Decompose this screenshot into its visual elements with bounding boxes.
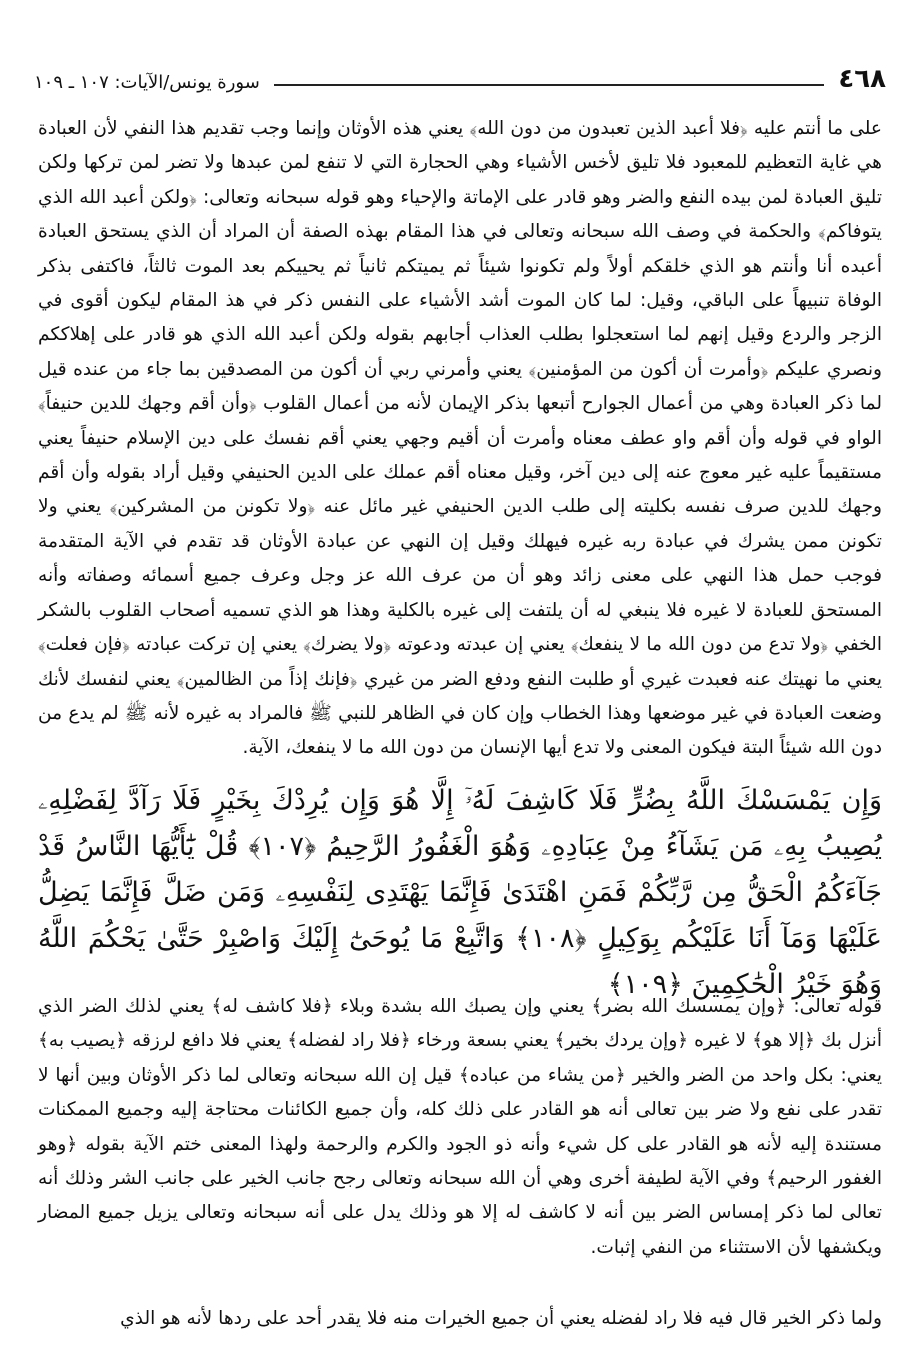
commentary-text-1: على ما أنتم عليه ﴿فلا أعبد الذين تعبدون من دون الله﴾ يعني هذه الأوثان وإنما وجب تقديم هذا النفي لأن العبادة هي غاية التعظيم للمعبود فلا تليق لأخس الأشياء وهي الحجارة التي لا تنفع لمن عبدها ولا تضر لمن تركها ولكن تليق العبادة لمن بيده النفع والضر وهو قادر على الإماتة والإحياء وهو قوله سبحانه وتعالى: ﴿ولكن أعبد الله الذي يتوفاكم﴾ والحكمة في وصف الله سبحانه وتعالى في هذا المقام بهذه الصفة أن المراد أن الذي يستحق العبادة أعبده أنا وأنتم هو الذي خلقكم أولاً ولم تكونوا شيئاً ثم يميتكم ثانياً ثم يحييكم بعد الموت ثالثاً، فاكتفى بذكر الوفاة تنبيهاً على الباقي، وقيل: لما كان الموت أشد الأشياء على النفس ذكر في هذ المقام ليكون أقوى في الزجر والردع وقيل إنهم لما استعجلوا بطلب العذاب أجابهم بقوله ولكن أعبد الله الذي هو قادر على إهلاككم ونصري عليكم ﴿وأمرت أن أكون من المؤمنين﴾ يعني وأمرني ربي أن أكون من المصدقين بما جاء من عنده قيل لما ذكر العبادة وهي من أعمال الجوارح أتبعها بذكر الإيمان لأنه من أعمال القلوب ﴿وأن أقم وجهك للدين حنيفاً﴾ الواو في قوله وأن أقم واو عطف معناه وأمرت أن أقيم وجهي يعني أقم نفسك على دين الإسلام حنيفاً يعني مستقيماً عليه غير معوج عنه إلى دين آخر، وقيل معناه أقم عملك على الدين الحنيفي وقيل أراد بقوله وأن أقم وجهك للدين صرف نفسه بكليته إلى طلب الدين الحنيفي غير مائل عنه ﴿ولا تكونن من المشركين﴾ يعني ولا تكونن ممن يشرك في عبادة ربه غيره فيهلك وقيل إن النهي عن عبادة الأوثان قد تقدم في الآية المتقدمة فوجب حمل هذا النهي على معنى زائد وهو أن من عرف الله عز وجل وعرف جميع أسمائه وصفاته وأنه المستحق للعبادة لا غيره فلا ينبغي له أن يلتفت إلى غيره بالكلية وهذا هو الذي تسميه أصحاب القلوب بالشكر الخفي ﴿ولا تدع من دون الله ما لا ينفعك﴾ يعني إن عبدته ودعوته ﴿ولا يضرك﴾ يعني إن تركت عبادته ﴿فإن فعلت﴾ يعني ما نهيتك عنه فعبدت غيري أو طلبت النفع ودفع الضر من غيري ﴿فإنك إذاً من الظالمين﴾ يعني لنفسك لأنك وضعت العبادة في غير موضعها وهذا الخطاب وإن كان في الظاهر للنبي ﷺ فالمراد به غيره لأنه ﷺ لم يدع من دون الله شيئاً البتة فيكون المعنى ولا تدع أيها الإنسان من دون الله ما لا ينفعك، الآية. (38, 118, 882, 759)
header-rule (274, 84, 825, 86)
page-header (34, 52, 886, 92)
quran-verses-block (38, 778, 882, 1008)
commentary-paragraph-1 (38, 112, 882, 766)
commentary-paragraph-3 (38, 1302, 882, 1336)
commentary-text-2: قوله تعالى: ﴿وإن يمسسك الله بضر﴾ يعني وإن يصبك الله بشدة وبلاء ﴿فلا كاشف له﴾ يعني لذلك الضر الذي أنزل بك ﴿إلا هو﴾ لا غيره ﴿وإن يردك بخير﴾ يعني بسعة ورخاء ﴿فلا راد لفضله﴾ يعني فلا دافع لرزقه ﴿يصيب به﴾ يعني: بكل واحد من الضر والخير ﴿من يشاء من عباده﴾ قيل إن الله سبحانه وتعالى لما ذكر الأوثان وبين أنها لا تقدر على نفع ولا ضر بين تعالى أنه هو القادر على ذلك كله، وأن جميع الكائنات محتاجة إليه وجميع الممكنات مستندة إليه لأنه هو القادر على كل شيء وأنه ذو الجود والكرم والرحمة ولهذا المعنى ختم الآية بقوله ﴿وهو الغفور الرحيم﴾ وفي الآية لطيفة أخرى وهي أن الله سبحانه وتعالى رجح جانب الخير على جانب الشر وذلك أنه تعالى لما ذكر إمساس الضر بين أنه لا كاشف له إلا هو وذلك يدل على أنه سبحانه وتعالى يزيل جميع المضار ويكشفها لأن الاستثناء من النفي إثبات. (38, 996, 882, 1258)
commentary-paragraph-2 (38, 990, 882, 1265)
running-title: سورة يونس/الآيات: ١٠٧ ـ ١٠٩ (34, 72, 260, 93)
page-number: ٤٦٨ (838, 64, 886, 94)
commentary-text-3: ولما ذكر الخير قال فيه فلا راد لفضله يعني أن جميع الخيرات منه فلا يقدر أحد على ردها لأنه هو الذي (120, 1308, 882, 1329)
quran-verses-text: وَإِن يَمْسَسْكَ اللَّهُ بِضُرٍّ فَلَا كَاشِفَ لَهُۥٓ إِلَّا هُوَ وَإِن يُرِدْكَ بِخَيْرٍ فَلَا رَآدَّ لِفَضْلِهِۦ يُصِيبُ بِهِۦ مَن يَشَآءُ مِنْ عِبَادِهِۦ وَهُوَ الْغَفُورُ الرَّحِيمُ ﴿١٠٧﴾ قُلْ يَٰٓأَيُّهَا النَّاسُ قَدْ جَآءَكُمُ الْحَقُّ مِن رَّبِّكُمْ فَمَنِ اهْتَدَىٰ فَإِنَّمَا يَهْتَدِى لِنَفْسِهِۦ وَمَن ضَلَّ فَإِنَّمَا يَضِلُّ عَلَيْهَا وَمَآ أَنَا عَلَيْكُم بِوَكِيلٍ ﴿١٠٨﴾ وَاتَّبِعْ مَا يُوحَىٰٓ إِلَيْكَ وَاصْبِرْ حَتَّىٰ يَحْكُمَ اللَّهُ وَهُوَ خَيْرُ الْحَٰكِمِينَ ﴿١٠٩﴾ (38, 785, 883, 1000)
